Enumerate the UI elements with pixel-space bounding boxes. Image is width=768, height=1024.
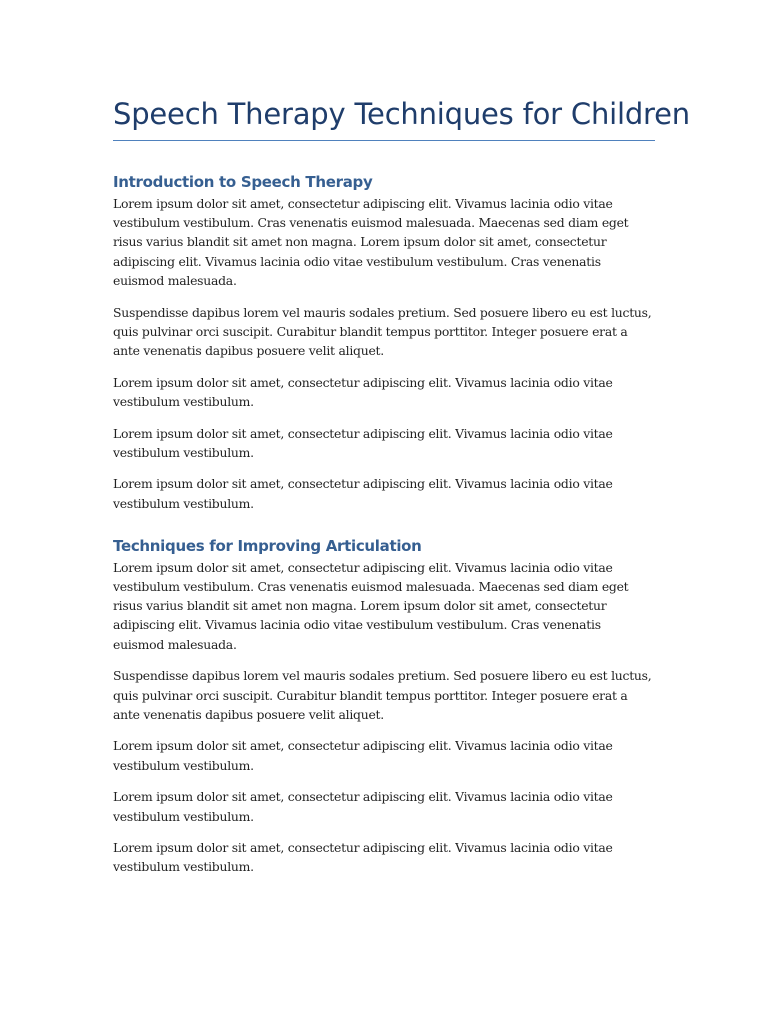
paragraph: Suspendisse dapibus lorem vel mauris sodales pretium. Sed posuere libero eu est luctus, quis pulvinar orci suscipit. Curabitur blandit tempus porttitor. Integer posuere erat a ante venenatis dapibus posuere velit aliquet. <box>113 304 652 358</box>
paragraph: Suspendisse dapibus lorem vel mauris sodales pretium. Sed posuere libero eu est luctus, quis pulvinar orci suscipit. Curabitur blandit tempus porttitor. Integer posuere erat a ante venenatis dapibus posuere velit aliquet. <box>113 668 652 722</box>
section-heading: Techniques for Improving Articulation <box>113 536 422 555</box>
document-page <box>113 94 690 889</box>
paragraph: Lorem ipsum dolor sit amet, consectetur adipiscing elit. Vivamus lacinia odio vitae vestibulum vestibulum. <box>113 476 613 511</box>
paragraph: Lorem ipsum dolor sit amet, consectetur adipiscing elit. Vivamus lacinia odio vitae vestibulum vestibulum. Cras venenatis euismod malesuada. Maecenas sed diam eget risus varius blandit sit amet non magna. Lorem ipsum dolor sit amet, consectetur adipiscing elit. Vivamus lacinia odio vitae vestibulum vestibulum. Cras venenatis euismod malesuada. <box>113 559 629 652</box>
section-introduction <box>113 171 655 513</box>
paragraph: Lorem ipsum dolor sit amet, consectetur adipiscing elit. Vivamus lacinia odio vitae vestibulum vestibulum. Cras venenatis euismod malesuada. Maecenas sed diam eget risus varius blandit sit amet non magna. Lorem ipsum dolor sit amet, consectetur adipiscing elit. Vivamus lacinia odio vitae vestibulum vestibulum. Cras venenatis euismod malesuada. <box>113 196 629 288</box>
section-heading: Introduction to Speech Therapy <box>113 173 373 191</box>
paragraph: Lorem ipsum dolor sit amet, consectetur adipiscing elit. Vivamus lacinia odio vitae vestibulum vestibulum. <box>113 425 613 460</box>
paragraph: Lorem ipsum dolor sit amet, consectetur adipiscing elit. Vivamus lacinia odio vitae vestibulum vestibulum. <box>113 374 613 409</box>
document-title: Speech Therapy Techniques for Children <box>113 97 690 131</box>
paragraph: Lorem ipsum dolor sit amet, consectetur adipiscing elit. Vivamus lacinia odio vitae vestibulum vestibulum. <box>113 840 613 875</box>
title-divider <box>113 140 655 141</box>
paragraph: Lorem ipsum dolor sit amet, consectetur adipiscing elit. Vivamus lacinia odio vitae vestibulum vestibulum. <box>113 789 613 824</box>
paragraph: Lorem ipsum dolor sit amet, consectetur adipiscing elit. Vivamus lacinia odio vitae vestibulum vestibulum. <box>113 738 613 773</box>
section-articulation <box>113 535 655 877</box>
